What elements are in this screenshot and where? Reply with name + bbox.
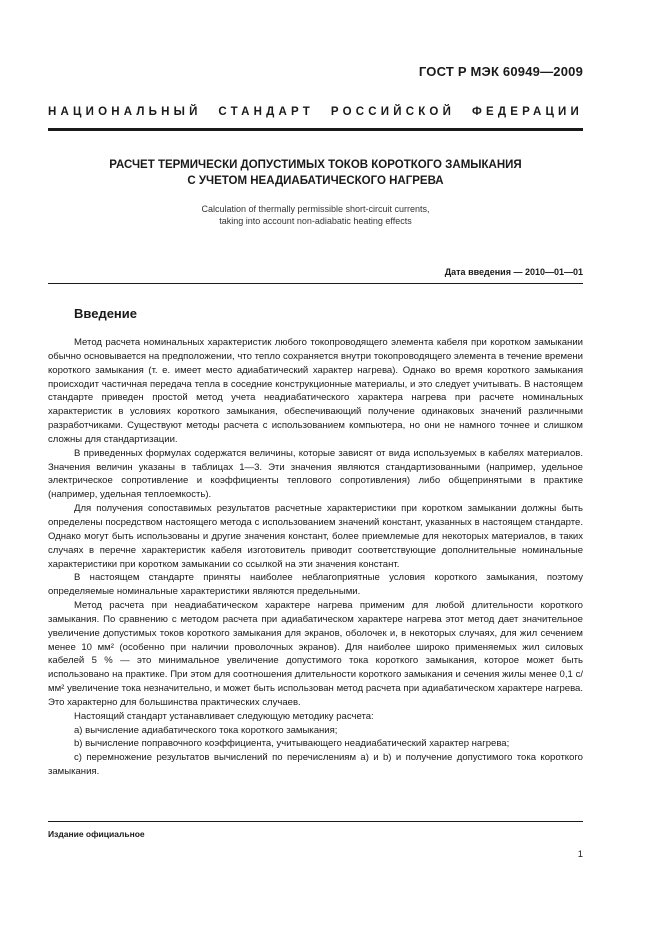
list-item: b) вычисление поправочного коэффициента, учитывающего неадиабатический характер нагрева; [74,738,510,750]
introduction-date: Дата введения — 2010—01—01 [444,267,583,277]
list-item: c) перемножение результатов вычислений по перечислениям a) и b) и получение допустимого тока короткого замыкания. [48,752,583,778]
paragraph: В настоящем стандарте приняты наиболее неблагоприятные условия короткого замыкания, поэтому определяемые номинальные характеристики являются предельными. [48,572,583,598]
date-rule [48,283,583,284]
english-title-line-1: Calculation of thermally permissible short-circuit currents, [201,204,430,214]
title-line-1: РАСЧЕТ ТЕРМИЧЕСКИ ДОПУСТИМЫХ ТОКОВ КОРОТКОГО ЗАМЫКАНИЯ [109,159,522,171]
paragraph: Метод расчета номинальных характеристик любого токопроводящего элемента кабеля при коротком замыкании обычно основывается на предположении, что тепло сохраняется внутри токопроводящего элемента в течение времени короткого замыкания (т. е. имеет место адиабатический характер нагрева). Однако во время короткого замыкания происходит частичная передача тепла в соседние конструкционные материалы, и это следует учитывать. В настоящем стандарте приведен простой метод учета неадиабатического характера нагрева при расчете номинальных характеристик в условиях короткого замыкания, обеспечивающий получение одинаковых значений различными разработчиками. Существуют методы расчета с использованием компьютера, но они не намного точнее и слишком сложны для стандартизации. [48,337,583,445]
body-text [48,336,583,779]
paragraph: Для получения сопоставимых результатов расчетные характеристики при коротком замыкании должны быть определены посредством настоящего метода с использованием значений констант, указанных в настоящем стандарте. Однако могут быть использованы и другие значения констант, более приемлемые для некоторых материалов, в таких случаях в перечне характеристик кабеля изготовитель приводит соответствующие дополнительные номинальные характеристики при коротком замыкании со ссылкой на эти значения констант. [48,503,583,570]
standard-number: ГОСТ Р МЭК 60949—2009 [418,64,583,79]
page-number: 1 [577,849,583,860]
section-heading: Введение [74,306,137,321]
paragraph: В приведенных формулах содержатся величины, которые зависят от вида используемых в кабелях материалов. Значения величин указаны в таблицах 1—3. Эти значения являются стандартизованными (например, удельное электрическое сопротивление и коэффициенты теплового сопротивления) либо общепринятыми в практике (например, удельная теплоемкость). [48,447,583,501]
title-line-2: С УЧЕТОМ НЕАДИАБАТИЧЕСКОГО НАГРЕВА [187,175,444,187]
official-edition-label: Издание официальное [48,829,145,839]
english-title [48,203,583,227]
list-item: a) вычисление адиабатического тока короткого замыкания; [74,724,338,736]
national-standard-banner: НАЦИОНАЛЬНЫЙ СТАНДАРТ РОССИЙСКОЙ ФЕДЕРАЦИИ [48,106,583,118]
header-rule [48,128,583,131]
english-title-line-2: taking into account non-adiabatic heating effects [219,216,412,226]
paragraph: Метод расчета при неадиабатическом характере нагрева применим для любой длительности короткого замыкания. По сравнению с методом расчета при адиабатическом характере нагрева этот метод дает значительное увеличение допустимых токов короткого замыкания для экранов, оболочек и, в некоторых случаях, для жил сечением менее 10 мм² (особенно при наличии проволочных экранов). Для наиболее широко применяемых жил силовых кабелей 5 % — это минимальное увеличение допустимого тока короткого замыкания, которое может быть использовано на практике. При этом для соотношения длительности короткого замыкания и сечения жилы менее 0,1 с/мм² увеличение тока незначительно, и может быть использован метод расчета при адиабатическом характере нагрева. Это характерно для большинства практических случаев. [48,600,583,708]
document-title [48,157,583,189]
footer-rule [48,821,583,822]
paragraph: Настоящий стандарт устанавливает следующую методику расчета: [74,710,374,722]
